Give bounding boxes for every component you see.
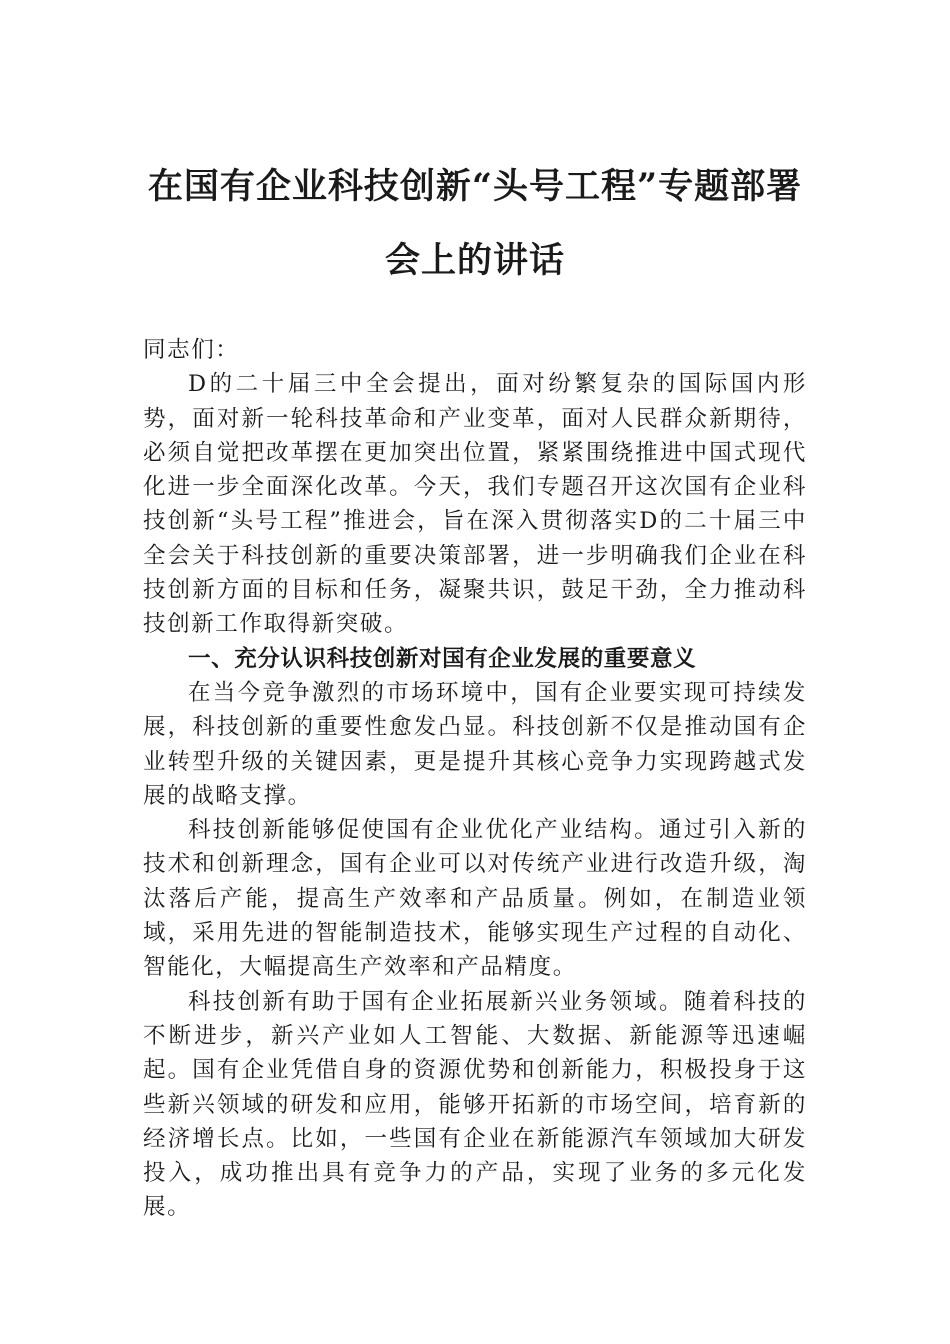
salutation: 同志们： bbox=[143, 337, 240, 363]
paragraph-emerging-business: 科技创新有助于国有企业拓展新兴业务领域。随着科技的不断进步，新兴产业如人工智能、大数据、新能源等迅速崛起。国有企业凭借自身的资源优势和创新能力，积极投身于这些新兴领域的研发和应用，能够开拓新的市场空间，培育新的经济增长点。比如，一些国有企业在新能源汽车领域加大研发投入，成功推出具有竞争力的产品，实现了业务的多元化发展。 bbox=[143, 988, 807, 1221]
document-page bbox=[143, 150, 807, 1225]
paragraph-intro: D的二十届三中全会提出，面对纷繁复杂的国际国内形势，面对新一轮科技革命和产业变革，面对人民群众新期待，必须自觉把改革摆在更加突出位置，紧紧围绕推进中国式现代化进一步全面深化改革。今天，我们专题召开这次国有企业科技创新“头号工程”推进会，旨在深入贯彻落实D的二十届三中全会关于科技创新的重要决策部署，进一步明确我们企业在科技创新方面的目标和任务，凝聚共识，鼓足干劲，全力推动科技创新工作取得新突破。 bbox=[143, 371, 807, 638]
paragraph-significance: 在当今竞争激烈的市场环境中，国有企业要实现可持续发展，科技创新的重要性愈发凸显。科技创新不仅是推动国有企业转型升级的关键因素，更是提升其核心竞争力实现跨越式发展的战略支撑。 bbox=[143, 679, 807, 809]
document-title: 在国有企业科技创新“头号工程”专题部署会上的讲话 bbox=[147, 166, 803, 281]
section-heading-1: 一、充分认识科技创新对国有企业发展的重要意义 bbox=[188, 645, 697, 672]
paragraph-industrial-structure: 科技创新能够促使国有企业优化产业结构。通过引入新的技术和创新理念，国有企业可以对传统产业进行改造升级，淘汰落后产能，提高生产效率和产品质量。例如，在制造业领域，采用先进的智能制造技术，能够实现生产过程的自动化、智能化，大幅提高生产效率和产品精度。 bbox=[143, 817, 807, 981]
